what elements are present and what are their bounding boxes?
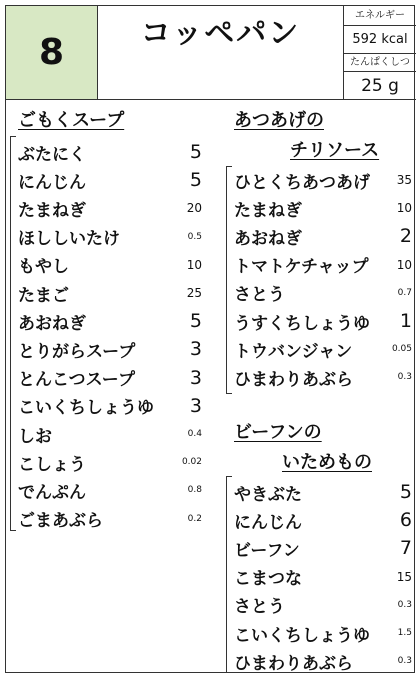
tofu-bracket (226, 166, 232, 394)
ingredient-name: こいくちしょうゆ (18, 398, 154, 419)
ingredient-name: たまねぎ (18, 200, 86, 221)
day-number-box (6, 6, 98, 100)
ingredient-amount: 15 (396, 569, 412, 584)
ingredient-amount: 10 (396, 201, 412, 216)
soup-ingredient-row (18, 448, 202, 476)
ingredient-amount: 0.5 (187, 231, 202, 242)
tofu-ingredient-row (234, 307, 412, 335)
bifun-ingredient-row (234, 478, 412, 506)
ingredient-amount: 5 (189, 141, 202, 163)
ingredient-name: ひとくちあつあげ (234, 172, 370, 193)
ingredient-amount: 0.05 (391, 344, 412, 355)
ingredient-name: こしょう (18, 454, 86, 475)
ingredient-amount: 0.3 (397, 372, 412, 383)
tofu-ingredient-row (234, 363, 412, 391)
ingredient-amount: 1 (399, 310, 412, 332)
ingredient-amount: 3 (189, 366, 202, 389)
ingredient-amount: 20 (186, 201, 202, 216)
ingredient-name: とりがらスープ (18, 341, 136, 362)
ingredient-amount: 10 (186, 257, 202, 272)
tofu-ingredient-row (234, 194, 412, 222)
soup-ingredient-row (18, 251, 202, 279)
ingredient-amount: 0.4 (187, 429, 202, 439)
ingredient-name: やきぶた (234, 484, 302, 505)
soup-ingredient-row (18, 392, 202, 420)
ingredient-amount: 5 (189, 169, 202, 192)
soup-ingredient-row (18, 166, 202, 194)
ingredient-name: たまねぎ (234, 200, 302, 221)
tofu-title-line2: チリソース (290, 140, 380, 161)
bifun-ingredient-row (234, 534, 412, 562)
bifun-bracket (226, 476, 232, 673)
ingredient-amount: 10 (396, 257, 412, 272)
ingredient-amount: 0.3 (397, 599, 412, 610)
ingredient-name: トウバンジャン (234, 341, 353, 362)
title-box (98, 6, 343, 100)
menu-title: コッペパン (140, 16, 301, 51)
soup-ingredient-row (18, 194, 202, 222)
ingredient-name: ぶたにく (18, 144, 86, 165)
energy-value: 592 kcal (352, 32, 408, 47)
soup-ingredient-row (18, 505, 202, 533)
soup-ingredient-row (18, 138, 202, 166)
tofu-ingredient-row (234, 279, 412, 307)
ingredient-name: ひまわりあぶら (234, 653, 353, 674)
ingredient-name: さとう (234, 597, 285, 618)
nutrition-box (343, 6, 416, 100)
ingredient-amount: 6 (399, 509, 412, 532)
bifun-ingredient-row (234, 506, 412, 534)
ingredient-name: さとう (234, 285, 285, 306)
ingredient-name: とんこつスープ (18, 370, 135, 391)
protein-value: 25 g (361, 76, 399, 96)
ingredient-amount: 0.8 (187, 485, 202, 496)
ingredient-name: こまつな (234, 569, 302, 590)
ingredient-name: うすくちしょうゆ (234, 313, 370, 334)
tofu-ingredient-row (234, 251, 412, 279)
ingredient-amount: 1.5 (397, 628, 412, 638)
bifun-ingredient-row (234, 647, 412, 675)
ingredient-name: ごまあぶら (18, 511, 103, 532)
ingredient-name: ひまわりあぶら (234, 369, 353, 390)
ingredient-name: トマトケチャップ (234, 257, 369, 278)
ingredient-name: ほししいたけ (18, 229, 120, 250)
ingredient-amount: 25 (186, 286, 202, 300)
bifun-title-line2: いためもの (282, 452, 372, 473)
tofu-ingredient-row (234, 222, 412, 250)
ingredient-amount: 7 (399, 537, 412, 560)
ingredient-name: あおねぎ (234, 228, 302, 249)
ingredient-name: にんじん (234, 512, 302, 533)
ingredient-amount: 3 (189, 338, 202, 361)
ingredient-name: ビーフン (234, 540, 300, 561)
ingredient-name: しお (18, 426, 52, 447)
bifun-ingredient-row (234, 563, 412, 591)
bifun-ingredient-row (234, 619, 412, 647)
menu-card (5, 5, 415, 673)
energy-label: エネルギー (355, 10, 405, 21)
soup-ingredient-row (18, 223, 202, 251)
bifun-title-line1: ビーフンの (234, 422, 322, 443)
ingredient-amount: 0.3 (397, 656, 412, 667)
ingredient-amount: 5 (189, 310, 202, 333)
ingredient-amount: 0.7 (397, 287, 412, 298)
soup-ingredient-row (18, 420, 202, 448)
bifun-ingredient-row (234, 591, 412, 619)
ingredient-name: たまご (18, 285, 69, 306)
tofu-ingredient-row (234, 335, 412, 363)
ingredient-amount: 3 (189, 394, 202, 417)
protein-label: たんぱくしつ (350, 57, 410, 68)
soup-bracket (10, 136, 16, 531)
ingredient-amount: 0.02 (181, 457, 202, 468)
tofu-ingredient-row (234, 166, 412, 194)
ingredient-amount: 35 (396, 173, 412, 187)
soup-ingredient-row (18, 364, 202, 392)
ingredient-name: もやし (18, 257, 69, 278)
soup-ingredient-row (18, 476, 202, 504)
soup-ingredient-row (18, 335, 202, 363)
ingredient-amount: 5 (399, 481, 412, 503)
ingredient-amount: 2 (399, 225, 412, 248)
soup-title: ごもくスープ (18, 110, 125, 131)
ingredient-name: にんじん (18, 172, 86, 193)
tofu-title-line1: あつあげの (234, 110, 324, 131)
ingredient-name: あおねぎ (18, 313, 86, 334)
soup-ingredient-row (18, 307, 202, 335)
ingredient-amount: 0.2 (187, 513, 202, 524)
ingredient-name: でんぷん (18, 482, 86, 503)
soup-ingredient-row (18, 279, 202, 307)
day-number: 8 (38, 32, 65, 73)
ingredient-name: こいくちしょうゆ (234, 625, 370, 646)
